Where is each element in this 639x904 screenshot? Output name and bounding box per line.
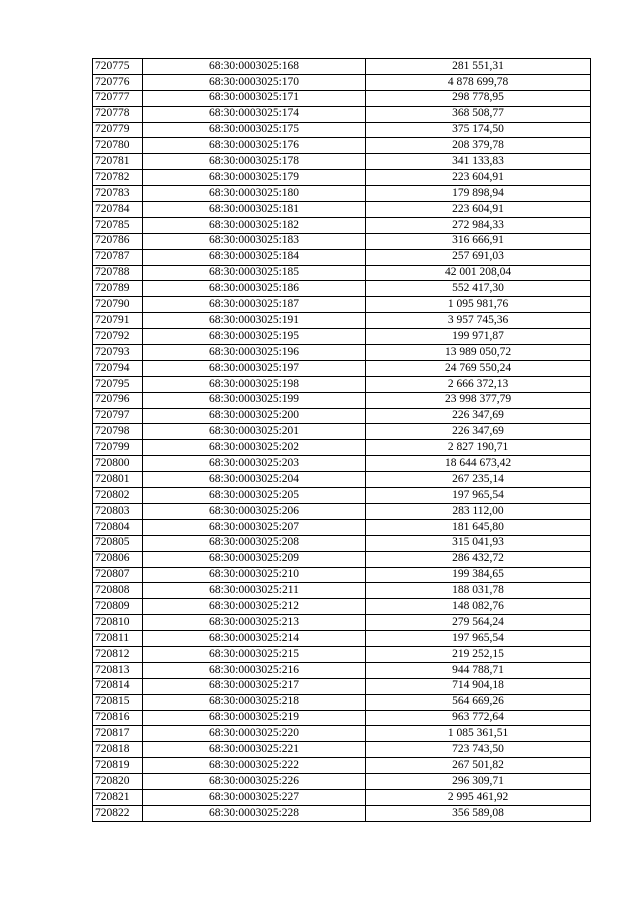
- cadastral-number-cell: 68:30:0003025:215: [143, 646, 366, 662]
- row-number-cell: 720814: [93, 678, 143, 694]
- row-number-cell: 720801: [93, 472, 143, 488]
- row-number-cell: 720819: [93, 758, 143, 774]
- cadastral-number-cell: 68:30:0003025:226: [143, 774, 366, 790]
- cadastral-number-cell: 68:30:0003025:206: [143, 503, 366, 519]
- row-number-cell: 720787: [93, 249, 143, 265]
- cadastral-value-cell: 944 788,71: [366, 662, 591, 678]
- cadastral-value-cell: 714 904,18: [366, 678, 591, 694]
- row-number-cell: 720790: [93, 297, 143, 313]
- row-number-cell: 720786: [93, 233, 143, 249]
- cadastral-value-cell: 2 827 190,71: [366, 440, 591, 456]
- cadastral-number-cell: 68:30:0003025:170: [143, 74, 366, 90]
- cadastral-number-cell: 68:30:0003025:204: [143, 472, 366, 488]
- cadastral-value-cell: 315 041,93: [366, 535, 591, 551]
- row-number-cell: 720785: [93, 217, 143, 233]
- table-row: [93, 535, 591, 551]
- cadastral-value-cell: 296 309,71: [366, 774, 591, 790]
- table-row: [93, 138, 591, 154]
- row-number-cell: 720818: [93, 742, 143, 758]
- table-row: [93, 646, 591, 662]
- cadastral-value-cell: 199 384,65: [366, 567, 591, 583]
- cadastral-value-cell: 267 501,82: [366, 758, 591, 774]
- table-row: [93, 122, 591, 138]
- cadastral-number-cell: 68:30:0003025:212: [143, 599, 366, 615]
- cadastral-number-cell: 68:30:0003025:171: [143, 90, 366, 106]
- cadastral-number-cell: 68:30:0003025:183: [143, 233, 366, 249]
- table-row: [93, 758, 591, 774]
- cadastral-value-cell: 208 379,78: [366, 138, 591, 154]
- cadastral-value-cell: 552 417,30: [366, 281, 591, 297]
- cadastral-number-cell: 68:30:0003025:202: [143, 440, 366, 456]
- row-number-cell: 720820: [93, 774, 143, 790]
- cadastral-value-cell: 272 984,33: [366, 217, 591, 233]
- cadastral-value-cell: 18 644 673,42: [366, 456, 591, 472]
- row-number-cell: 720804: [93, 519, 143, 535]
- row-number-cell: 720782: [93, 170, 143, 186]
- row-number-cell: 720822: [93, 805, 143, 821]
- cadastral-value-cell: 564 669,26: [366, 694, 591, 710]
- row-number-cell: 720810: [93, 615, 143, 631]
- row-number-cell: 720783: [93, 186, 143, 202]
- cadastral-value-cell: 197 965,54: [366, 631, 591, 647]
- cadastral-number-cell: 68:30:0003025:186: [143, 281, 366, 297]
- row-number-cell: 720809: [93, 599, 143, 615]
- table-row: [93, 710, 591, 726]
- table-row: [93, 742, 591, 758]
- cadastral-value-cell: 226 347,69: [366, 424, 591, 440]
- row-number-cell: 720796: [93, 392, 143, 408]
- row-number-cell: 720791: [93, 313, 143, 329]
- cadastral-number-cell: 68:30:0003025:228: [143, 805, 366, 821]
- table-row: [93, 170, 591, 186]
- table-row: [93, 408, 591, 424]
- row-number-cell: 720800: [93, 456, 143, 472]
- cadastral-number-cell: 68:30:0003025:203: [143, 456, 366, 472]
- cadastral-value-cell: 267 235,14: [366, 472, 591, 488]
- table-row: [93, 472, 591, 488]
- cadastral-value-cell: 2 995 461,92: [366, 789, 591, 805]
- table-row: [93, 678, 591, 694]
- table-body: [93, 59, 591, 822]
- cadastral-number-cell: 68:30:0003025:197: [143, 360, 366, 376]
- cadastral-number-cell: 68:30:0003025:184: [143, 249, 366, 265]
- row-number-cell: 720788: [93, 265, 143, 281]
- row-number-cell: 720797: [93, 408, 143, 424]
- cadastral-number-cell: 68:30:0003025:195: [143, 329, 366, 345]
- table-row: [93, 424, 591, 440]
- cadastral-number-cell: 68:30:0003025:207: [143, 519, 366, 535]
- cadastral-number-cell: 68:30:0003025:181: [143, 202, 366, 218]
- table-row: [93, 154, 591, 170]
- cadastral-value-cell: 181 645,80: [366, 519, 591, 535]
- row-number-cell: 720784: [93, 202, 143, 218]
- table-row: [93, 59, 591, 75]
- cadastral-value-cell: 963 772,64: [366, 710, 591, 726]
- table-row: [93, 519, 591, 535]
- row-number-cell: 720798: [93, 424, 143, 440]
- cadastral-number-cell: 68:30:0003025:168: [143, 59, 366, 75]
- cadastral-value-cell: 219 252,15: [366, 646, 591, 662]
- cadastral-number-cell: 68:30:0003025:208: [143, 535, 366, 551]
- table-row: [93, 551, 591, 567]
- cadastral-value-cell: 42 001 208,04: [366, 265, 591, 281]
- cadastral-number-cell: 68:30:0003025:227: [143, 789, 366, 805]
- cadastral-number-cell: 68:30:0003025:174: [143, 106, 366, 122]
- table-row: [93, 583, 591, 599]
- row-number-cell: 720813: [93, 662, 143, 678]
- cadastral-number-cell: 68:30:0003025:221: [143, 742, 366, 758]
- row-number-cell: 720781: [93, 154, 143, 170]
- cadastral-value-cell: 286 432,72: [366, 551, 591, 567]
- table-row: [93, 789, 591, 805]
- cadastral-value-cell: 375 174,50: [366, 122, 591, 138]
- row-number-cell: 720811: [93, 631, 143, 647]
- row-number-cell: 720799: [93, 440, 143, 456]
- row-number-cell: 720812: [93, 646, 143, 662]
- row-number-cell: 720778: [93, 106, 143, 122]
- row-number-cell: 720821: [93, 789, 143, 805]
- table-row: [93, 345, 591, 361]
- cadastral-value-cell: 23 998 377,79: [366, 392, 591, 408]
- table-row: [93, 265, 591, 281]
- cadastral-value-cell: 2 666 372,13: [366, 376, 591, 392]
- cadastral-number-cell: 68:30:0003025:201: [143, 424, 366, 440]
- table-row: [93, 567, 591, 583]
- cadastral-value-cell: 257 691,03: [366, 249, 591, 265]
- cadastral-value-cell: 188 031,78: [366, 583, 591, 599]
- table-row: [93, 440, 591, 456]
- table-row: [93, 488, 591, 504]
- cadastral-number-cell: 68:30:0003025:209: [143, 551, 366, 567]
- cadastral-value-cell: 148 082,76: [366, 599, 591, 615]
- row-number-cell: 720789: [93, 281, 143, 297]
- row-number-cell: 720803: [93, 503, 143, 519]
- row-number-cell: 720793: [93, 345, 143, 361]
- table-row: [93, 662, 591, 678]
- cadastral-value-table: [92, 58, 591, 822]
- table-row: [93, 726, 591, 742]
- cadastral-value-cell: 199 971,87: [366, 329, 591, 345]
- row-number-cell: 720777: [93, 90, 143, 106]
- cadastral-number-cell: 68:30:0003025:218: [143, 694, 366, 710]
- cadastral-number-cell: 68:30:0003025:200: [143, 408, 366, 424]
- cadastral-value-cell: 223 604,91: [366, 202, 591, 218]
- cadastral-value-cell: 298 778,95: [366, 90, 591, 106]
- table-row: [93, 249, 591, 265]
- table-row: [93, 202, 591, 218]
- cadastral-value-cell: 368 508,77: [366, 106, 591, 122]
- cadastral-number-cell: 68:30:0003025:217: [143, 678, 366, 694]
- cadastral-value-cell: 279 564,24: [366, 615, 591, 631]
- cadastral-number-cell: 68:30:0003025:185: [143, 265, 366, 281]
- table-row: [93, 615, 591, 631]
- cadastral-value-cell: 24 769 550,24: [366, 360, 591, 376]
- table-row: [93, 217, 591, 233]
- row-number-cell: 720806: [93, 551, 143, 567]
- table-row: [93, 599, 591, 615]
- cadastral-number-cell: 68:30:0003025:205: [143, 488, 366, 504]
- cadastral-value-cell: 13 989 050,72: [366, 345, 591, 361]
- cadastral-number-cell: 68:30:0003025:216: [143, 662, 366, 678]
- row-number-cell: 720807: [93, 567, 143, 583]
- cadastral-number-cell: 68:30:0003025:213: [143, 615, 366, 631]
- row-number-cell: 720779: [93, 122, 143, 138]
- row-number-cell: 720802: [93, 488, 143, 504]
- cadastral-number-cell: 68:30:0003025:178: [143, 154, 366, 170]
- table-row: [93, 360, 591, 376]
- table-row: [93, 805, 591, 821]
- table-row: [93, 313, 591, 329]
- table-row: [93, 281, 591, 297]
- row-number-cell: 720780: [93, 138, 143, 154]
- cadastral-number-cell: 68:30:0003025:187: [143, 297, 366, 313]
- cadastral-number-cell: 68:30:0003025:222: [143, 758, 366, 774]
- cadastral-number-cell: 68:30:0003025:210: [143, 567, 366, 583]
- table-row: [93, 631, 591, 647]
- table-row: [93, 392, 591, 408]
- row-number-cell: 720808: [93, 583, 143, 599]
- table-row: [93, 503, 591, 519]
- cadastral-value-cell: 3 957 745,36: [366, 313, 591, 329]
- cadastral-number-cell: 68:30:0003025:214: [143, 631, 366, 647]
- cadastral-number-cell: 68:30:0003025:211: [143, 583, 366, 599]
- table-row: [93, 376, 591, 392]
- row-number-cell: 720795: [93, 376, 143, 392]
- cadastral-value-cell: 1 085 361,51: [366, 726, 591, 742]
- cadastral-number-cell: 68:30:0003025:196: [143, 345, 366, 361]
- table-row: [93, 297, 591, 313]
- table-row: [93, 74, 591, 90]
- row-number-cell: 720816: [93, 710, 143, 726]
- cadastral-value-cell: 341 133,83: [366, 154, 591, 170]
- cadastral-value-cell: 1 095 981,76: [366, 297, 591, 313]
- cadastral-number-cell: 68:30:0003025:175: [143, 122, 366, 138]
- cadastral-value-cell: 316 666,91: [366, 233, 591, 249]
- cadastral-value-cell: 283 112,00: [366, 503, 591, 519]
- row-number-cell: 720794: [93, 360, 143, 376]
- table-row: [93, 456, 591, 472]
- row-number-cell: 720792: [93, 329, 143, 345]
- cadastral-value-cell: 356 589,08: [366, 805, 591, 821]
- cadastral-value-cell: 4 878 699,78: [366, 74, 591, 90]
- cadastral-value-cell: 197 965,54: [366, 488, 591, 504]
- cadastral-number-cell: 68:30:0003025:180: [143, 186, 366, 202]
- cadastral-number-cell: 68:30:0003025:220: [143, 726, 366, 742]
- cadastral-value-cell: 723 743,50: [366, 742, 591, 758]
- table-row: [93, 106, 591, 122]
- cadastral-number-cell: 68:30:0003025:176: [143, 138, 366, 154]
- table-row: [93, 233, 591, 249]
- cadastral-value-cell: 179 898,94: [366, 186, 591, 202]
- table-row: [93, 329, 591, 345]
- cadastral-number-cell: 68:30:0003025:199: [143, 392, 366, 408]
- cadastral-number-cell: 68:30:0003025:182: [143, 217, 366, 233]
- cadastral-value-cell: 226 347,69: [366, 408, 591, 424]
- cadastral-number-cell: 68:30:0003025:219: [143, 710, 366, 726]
- cadastral-number-cell: 68:30:0003025:191: [143, 313, 366, 329]
- row-number-cell: 720775: [93, 59, 143, 75]
- row-number-cell: 720805: [93, 535, 143, 551]
- row-number-cell: 720817: [93, 726, 143, 742]
- cadastral-value-cell: 281 551,31: [366, 59, 591, 75]
- cadastral-number-cell: 68:30:0003025:198: [143, 376, 366, 392]
- table-row: [93, 186, 591, 202]
- table-row: [93, 694, 591, 710]
- row-number-cell: 720776: [93, 74, 143, 90]
- cadastral-number-cell: 68:30:0003025:179: [143, 170, 366, 186]
- table-row: [93, 90, 591, 106]
- row-number-cell: 720815: [93, 694, 143, 710]
- table-row: [93, 774, 591, 790]
- cadastral-value-cell: 223 604,91: [366, 170, 591, 186]
